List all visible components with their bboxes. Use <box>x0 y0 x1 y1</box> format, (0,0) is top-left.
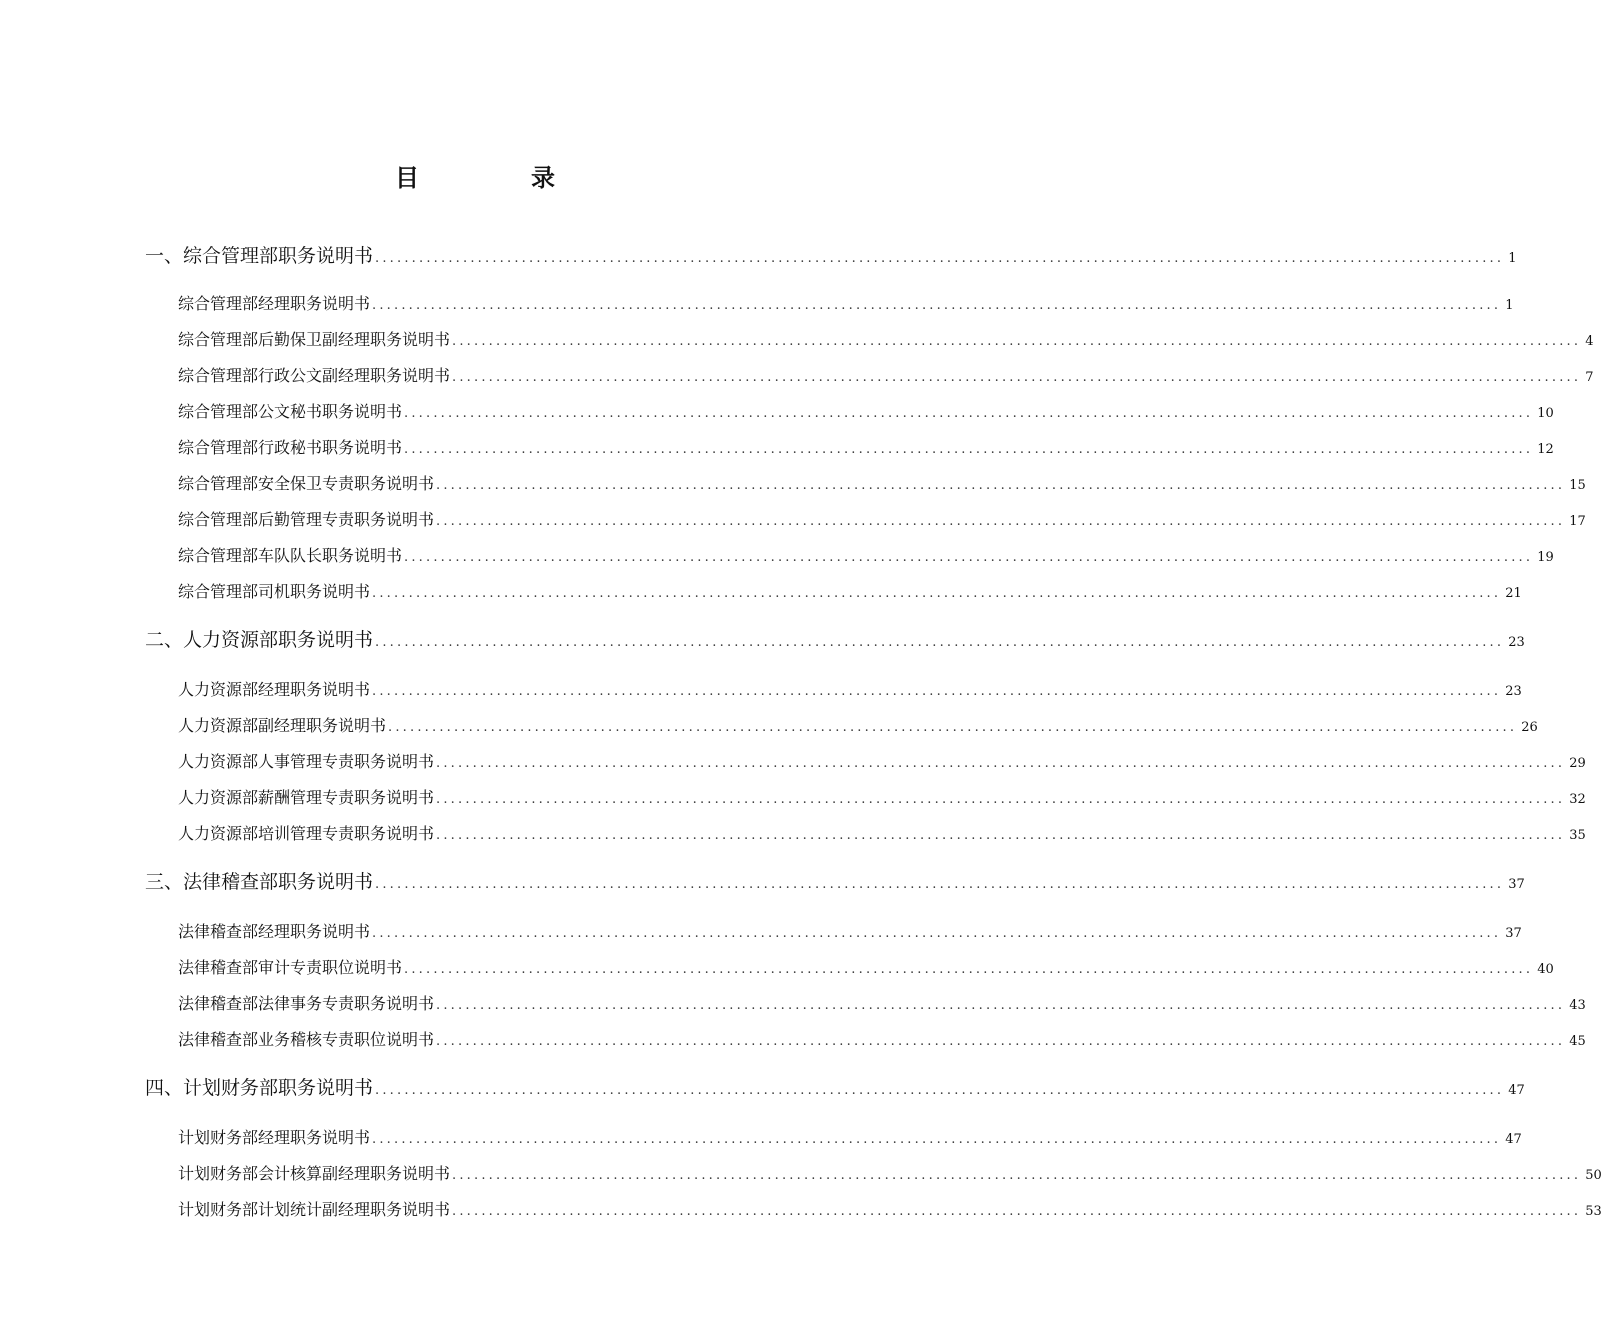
toc-subsection-entry[interactable] <box>178 1162 1602 1186</box>
toc-dot-leader: .......................................................................................................................................................... <box>404 550 1534 565</box>
toc-section-entry[interactable] <box>145 1074 1525 1102</box>
toc-page-number: 29 <box>1569 756 1586 771</box>
toc-entry-title: 综合管理部车队队长职务说明书 <box>178 546 403 565</box>
toc-subsection-entry[interactable] <box>178 292 1514 316</box>
toc-subsection-entry[interactable] <box>178 472 1586 496</box>
toc-subsection-entry[interactable] <box>178 750 1586 774</box>
toc-dot-leader: .......................................................................................................................................................... <box>372 684 1502 699</box>
toc-entry-title: 综合管理部公文秘书职务说明书 <box>178 402 403 421</box>
toc-page-number: 37 <box>1508 877 1525 892</box>
toc-subsection-entry[interactable] <box>178 1126 1522 1150</box>
toc-entry-title: 人力资源部培训管理专责职务说明书 <box>178 824 435 843</box>
toc-entry-title: 法律稽查部经理职务说明书 <box>178 922 371 941</box>
toc-page-number: 21 <box>1505 586 1522 601</box>
toc-dot-leader: .......................................................................................................................................................... <box>404 962 1534 977</box>
toc-subsection-entry[interactable] <box>178 678 1522 702</box>
toc-dot-leader: .......................................................................................................................................................... <box>452 334 1582 349</box>
toc-entry-title: 综合管理部行政秘书职务说明书 <box>178 438 403 457</box>
toc-page-number: 47 <box>1508 1083 1525 1098</box>
toc-dot-leader: .......................................................................................................................................................... <box>436 828 1566 843</box>
toc-subsection-entry[interactable] <box>178 714 1538 738</box>
toc-entry-title: 人力资源部薪酬管理专责职务说明书 <box>178 788 435 807</box>
toc-page-number: 1 <box>1508 251 1517 266</box>
toc-subsection-entry[interactable] <box>178 400 1554 424</box>
toc-subsection-entry[interactable] <box>178 1028 1586 1052</box>
toc-page-number: 50 <box>1585 1168 1602 1183</box>
toc-dot-leader: .......................................................................................................................................................... <box>452 370 1582 385</box>
toc-page-number: 53 <box>1585 1204 1602 1219</box>
toc-entry-title: 三、法律稽查部职务说明书 <box>145 871 374 893</box>
toc-page-number: 47 <box>1505 1132 1522 1147</box>
toc-page-number: 7 <box>1585 370 1594 385</box>
toc-entry-title: 计划财务部会计核算副经理职务说明书 <box>178 1164 451 1183</box>
toc-dot-leader: .......................................................................................................................................................... <box>372 926 1502 941</box>
toc-page-number: 1 <box>1505 298 1514 313</box>
toc-entry-title: 综合管理部经理职务说明书 <box>178 294 371 313</box>
toc-subsection-entry[interactable] <box>178 822 1586 846</box>
toc-page-number: 19 <box>1537 550 1554 565</box>
toc-entry-title: 法律稽查部业务稽核专责职位说明书 <box>178 1030 435 1049</box>
toc-page-number: 43 <box>1569 998 1586 1013</box>
toc-page-number: 26 <box>1521 720 1538 735</box>
toc-entry-title: 计划财务部经理职务说明书 <box>178 1128 371 1147</box>
toc-dot-leader: .......................................................................................................................................................... <box>436 1034 1566 1049</box>
toc-entry-title: 综合管理部后勤管理专责职务说明书 <box>178 510 435 529</box>
toc-page-number: 23 <box>1505 684 1522 699</box>
toc-page-number: 12 <box>1537 442 1554 457</box>
toc-entry-title: 人力资源部人事管理专责职务说明书 <box>178 752 435 771</box>
toc-dot-leader: .......................................................................................................................................................... <box>436 756 1566 771</box>
toc-entry-title: 人力资源部经理职务说明书 <box>178 680 371 699</box>
toc-dot-leader: .......................................................................................................................................................... <box>452 1204 1582 1219</box>
toc-subsection-entry[interactable] <box>178 1198 1602 1222</box>
toc-dot-leader: .......................................................................................................................................................... <box>375 1083 1505 1098</box>
toc-subsection-entry[interactable] <box>178 956 1554 980</box>
toc-dot-leader: .......................................................................................................................................................... <box>372 586 1502 601</box>
toc-entry-title: 综合管理部司机职务说明书 <box>178 582 371 601</box>
toc-dot-leader: .......................................................................................................................................................... <box>436 792 1566 807</box>
toc-subsection-entry[interactable] <box>178 364 1594 388</box>
toc-entry-title: 法律稽查部法律事务专责职务说明书 <box>178 994 435 1013</box>
toc-page-number: 45 <box>1569 1034 1586 1049</box>
toc-dot-leader: .......................................................................................................................................................... <box>436 478 1566 493</box>
toc-page-number: 10 <box>1537 406 1554 421</box>
toc-dot-leader: .......................................................................................................................................................... <box>372 298 1502 313</box>
toc-page-number: 4 <box>1585 334 1594 349</box>
toc-page-number: 32 <box>1569 792 1586 807</box>
toc-subsection-entry[interactable] <box>178 544 1554 568</box>
toc-section-entry[interactable] <box>145 626 1525 654</box>
toc-subsection-entry[interactable] <box>178 436 1554 460</box>
toc-dot-leader: .......................................................................................................................................................... <box>436 998 1566 1013</box>
toc-entry-title: 一、综合管理部职务说明书 <box>145 245 374 267</box>
toc-subsection-entry[interactable] <box>178 786 1586 810</box>
toc-dot-leader: .......................................................................................................................................................... <box>375 251 1505 266</box>
toc-entry-title: 综合管理部后勤保卫副经理职务说明书 <box>178 330 451 349</box>
toc-section-entry[interactable] <box>145 868 1525 896</box>
toc-dot-leader: .......................................................................................................................................................... <box>404 406 1534 421</box>
toc-entry-title: 人力资源部副经理职务说明书 <box>178 716 387 735</box>
toc-subsection-entry[interactable] <box>178 580 1522 604</box>
toc-dot-leader: .......................................................................................................................................................... <box>436 514 1566 529</box>
toc-entry-title: 四、计划财务部职务说明书 <box>145 1077 374 1099</box>
toc-dot-leader: .......................................................................................................................................................... <box>375 877 1505 892</box>
toc-subsection-entry[interactable] <box>178 328 1594 352</box>
toc-page-number: 35 <box>1569 828 1586 843</box>
page-title: 目 录 <box>395 163 599 192</box>
toc-entry-title: 综合管理部安全保卫专责职务说明书 <box>178 474 435 493</box>
toc-page-number: 37 <box>1505 926 1522 941</box>
toc-subsection-entry[interactable] <box>178 992 1586 1016</box>
toc-dot-leader: .......................................................................................................................................................... <box>404 442 1534 457</box>
toc-entry-title: 计划财务部计划统计副经理职务说明书 <box>178 1200 451 1219</box>
toc-subsection-entry[interactable] <box>178 920 1522 944</box>
toc-page-number: 17 <box>1569 514 1586 529</box>
toc-subsection-entry[interactable] <box>178 508 1586 532</box>
toc-dot-leader: .......................................................................................................................................................... <box>388 720 1518 735</box>
toc-page-number: 40 <box>1537 962 1554 977</box>
toc-section-entry[interactable] <box>145 242 1517 270</box>
toc-entry-title: 综合管理部行政公文副经理职务说明书 <box>178 366 451 385</box>
toc-page-number: 23 <box>1508 635 1525 650</box>
toc-entry-title: 法律稽查部审计专责职位说明书 <box>178 958 403 977</box>
toc-dot-leader: .......................................................................................................................................................... <box>375 635 1505 650</box>
toc-dot-leader: .......................................................................................................................................................... <box>372 1132 1502 1147</box>
toc-page-number: 15 <box>1569 478 1586 493</box>
toc-entry-title: 二、人力资源部职务说明书 <box>145 629 374 651</box>
toc-dot-leader: .......................................................................................................................................................... <box>452 1168 1582 1183</box>
